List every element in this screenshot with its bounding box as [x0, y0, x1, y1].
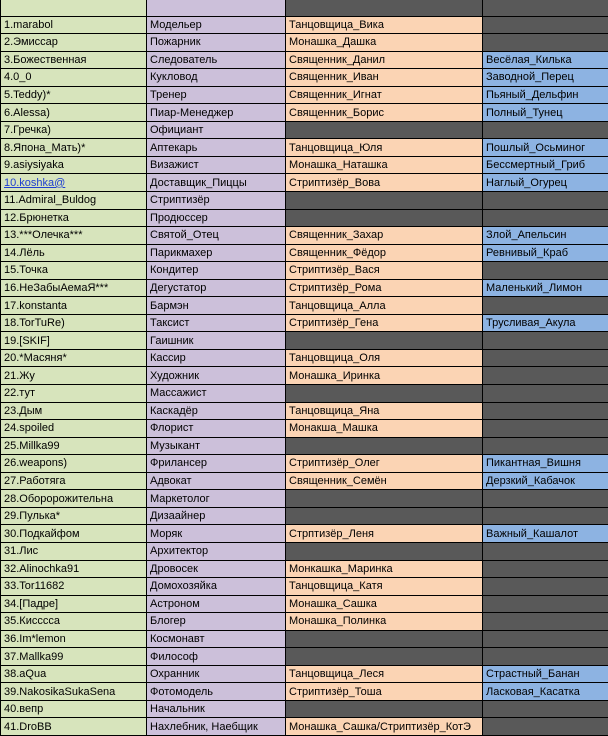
nick-cell[interactable]: 8.Япона_Мать)*: [1, 139, 147, 157]
role-cell[interactable]: Священник_Игнат: [286, 86, 483, 104]
table-row: [1, 718, 608, 736]
nick-cell[interactable]: 1.marabol: [1, 16, 147, 34]
table-row: [1, 542, 608, 560]
role-cell[interactable]: Монашка_Сашка/Стриптизёр_КотЭ: [286, 718, 483, 736]
table-row: [1, 209, 608, 227]
job-cell[interactable]: Кондитер: [147, 262, 286, 280]
role-cell[interactable]: [286, 209, 483, 227]
role-cell[interactable]: Танцовщица_Леся: [286, 665, 483, 683]
role-cell[interactable]: [286, 385, 483, 403]
job-cell[interactable]: Таксист: [147, 314, 286, 332]
role-cell[interactable]: Священник_Борис: [286, 104, 483, 122]
fish-cell[interactable]: Страстный_Банан: [483, 665, 608, 683]
fish-cell[interactable]: [483, 613, 608, 631]
job-cell[interactable]: Архитектор: [147, 542, 286, 560]
fish-cell[interactable]: [483, 595, 608, 613]
table-row: [1, 507, 608, 525]
job-cell[interactable]: Нахлебник, Наебщик: [147, 718, 286, 736]
role-cell[interactable]: Танцовщица_Юля: [286, 139, 483, 157]
table-row: [1, 648, 608, 666]
nick-cell[interactable]: 13.***Олечка***: [1, 227, 147, 245]
role-cell[interactable]: Монакша_Машка: [286, 420, 483, 438]
table-row: [1, 174, 608, 192]
role-cell[interactable]: [286, 192, 483, 210]
role-cell[interactable]: [286, 437, 483, 455]
role-cell[interactable]: Стриптизёр_Гена: [286, 314, 483, 332]
job-cell[interactable]: Блогер: [147, 613, 286, 631]
role-cell[interactable]: Стриптизёр_Тоша: [286, 683, 483, 701]
nick-cell[interactable]: 38.aQua: [1, 665, 147, 683]
nick-cell[interactable]: 15.Точка: [1, 262, 147, 280]
fish-cell[interactable]: [483, 297, 608, 315]
job-cell[interactable]: Пожарник: [147, 34, 286, 52]
fish-cell[interactable]: [483, 16, 608, 34]
job-cell[interactable]: Моряк: [147, 525, 286, 543]
table-row: [1, 578, 608, 596]
nick-cell[interactable]: 11.Admiral_Buldog: [1, 192, 147, 210]
fish-cell[interactable]: [483, 385, 608, 403]
table-row: [1, 16, 608, 34]
fish-cell[interactable]: [483, 420, 608, 438]
table-row: [1, 314, 608, 332]
job-cell[interactable]: Космонавт: [147, 630, 286, 648]
fish-cell[interactable]: Пикантная_Вишня: [483, 455, 608, 473]
job-cell[interactable]: Начальник: [147, 700, 286, 718]
role-cell[interactable]: [286, 648, 483, 666]
nick-cell[interactable]: 14.Лёль: [1, 244, 147, 262]
role-cell[interactable]: Монашка_Полинка: [286, 613, 483, 631]
fish-cell[interactable]: [483, 542, 608, 560]
job-cell[interactable]: Визажист: [147, 156, 286, 174]
job-cell[interactable]: Маркетолог: [147, 490, 286, 508]
job-cell[interactable]: Фрилансер: [147, 455, 286, 473]
role-cell[interactable]: Священник_Данил: [286, 51, 483, 69]
fish-cell[interactable]: Полный_Тунец: [483, 104, 608, 122]
role-cell[interactable]: Монашка_Сашка: [286, 595, 483, 613]
nick-cell[interactable]: 36.Im*lemon: [1, 630, 147, 648]
nick-cell[interactable]: 26.weapons): [1, 455, 147, 473]
job-cell[interactable]: Бармэн: [147, 297, 286, 315]
fish-cell[interactable]: [483, 507, 608, 525]
job-cell[interactable]: Официант: [147, 121, 286, 139]
table-row: [1, 683, 608, 701]
table-row: [1, 349, 608, 367]
job-cell[interactable]: Дегустатор: [147, 279, 286, 297]
nick-cell[interactable]: 6.Alessa): [1, 104, 147, 122]
job-cell[interactable]: Следователь: [147, 51, 286, 69]
role-cell[interactable]: Священник_Захар: [286, 227, 483, 245]
nick-cell[interactable]: 27.Работяга: [1, 472, 147, 490]
role-cell[interactable]: Священник_Иван: [286, 69, 483, 87]
table-row: [1, 297, 608, 315]
job-cell[interactable]: Фотомодель: [147, 683, 286, 701]
nick-cell[interactable]: 37.Mallka99: [1, 648, 147, 666]
role-cell[interactable]: Стриптизёр_Олег: [286, 455, 483, 473]
role-cell[interactable]: Танцовщица_Оля: [286, 349, 483, 367]
table-row: [1, 86, 608, 104]
nick-cell[interactable]: 19.[SKIF]: [1, 332, 147, 350]
nick-cell[interactable]: 39.NakosikaSukaSena: [1, 683, 147, 701]
table-row: [1, 455, 608, 473]
nick-cell[interactable]: 3.Божественная: [1, 51, 147, 69]
nick-cell[interactable]: 30.Подкайфом: [1, 525, 147, 543]
role-cell[interactable]: [286, 332, 483, 350]
fish-cell[interactable]: [483, 332, 608, 350]
role-cell[interactable]: [286, 630, 483, 648]
job-cell[interactable]: Тренер: [147, 86, 286, 104]
table-row: [1, 630, 608, 648]
role-cell[interactable]: Танцовщица_Катя: [286, 578, 483, 596]
fish-cell[interactable]: Дерзкий_Кабачок: [483, 472, 608, 490]
nick-cell[interactable]: 23.Дым: [1, 402, 147, 420]
table-row: [1, 227, 608, 245]
nick-cell[interactable]: 12.Брюнетка: [1, 209, 147, 227]
fish-cell[interactable]: [483, 648, 608, 666]
nick-cell[interactable]: 24.spoiled: [1, 420, 147, 438]
job-cell[interactable]: Домохозяйка: [147, 578, 286, 596]
job-cell[interactable]: Гаишник: [147, 332, 286, 350]
table-row: [1, 34, 608, 52]
table-row: [1, 525, 608, 543]
table-row: [1, 385, 608, 403]
table-row: [1, 613, 608, 631]
fish-cell[interactable]: Ласковая_Касатка: [483, 683, 608, 701]
role-cell[interactable]: Стриптизёр_Рома: [286, 279, 483, 297]
role-cell[interactable]: [286, 490, 483, 508]
fish-cell[interactable]: [483, 578, 608, 596]
fish-cell[interactable]: [483, 349, 608, 367]
job-cell[interactable]: Парикмахер: [147, 244, 286, 262]
nick-cell[interactable]: 31.Лис: [1, 542, 147, 560]
role-cell[interactable]: Стриптизёр_Вася: [286, 262, 483, 280]
fish-cell[interactable]: [483, 367, 608, 385]
job-cell[interactable]: Массажист: [147, 385, 286, 403]
job-cell[interactable]: Кассир: [147, 349, 286, 367]
table-row: [1, 665, 608, 683]
fish-cell[interactable]: Бессмертный_Гриб: [483, 156, 608, 174]
job-cell[interactable]: Дровосек: [147, 560, 286, 578]
nick-cell[interactable]: 41.DroBB: [1, 718, 147, 736]
fish-cell[interactable]: [483, 700, 608, 718]
job-cell[interactable]: Музыкант: [147, 437, 286, 455]
role-cell[interactable]: [286, 121, 483, 139]
nick-cell[interactable]: [1, 0, 147, 16]
table-row: [1, 490, 608, 508]
role-cell[interactable]: Монашка_Иринка: [286, 367, 483, 385]
nick-cell[interactable]: 29.Пулька*: [1, 507, 147, 525]
table-row: [1, 595, 608, 613]
fish-cell[interactable]: Злой_Апельсин: [483, 227, 608, 245]
job-cell[interactable]: Стриптизёр: [147, 192, 286, 210]
table-row: [1, 192, 608, 210]
table-row: [1, 560, 608, 578]
nick-cell[interactable]: 16.НеЗабыАемаЯ***: [1, 279, 147, 297]
table-row: [1, 402, 608, 420]
fish-cell[interactable]: [483, 437, 608, 455]
table-row: [1, 121, 608, 139]
job-cell[interactable]: Пиар-Менеджер: [147, 104, 286, 122]
role-cell[interactable]: Монашка_Дашка: [286, 34, 483, 52]
job-cell[interactable]: Святой_Отец: [147, 227, 286, 245]
fish-cell[interactable]: [483, 0, 608, 16]
table-row: [1, 700, 608, 718]
nick-cell[interactable]: 10.koshka@: [1, 174, 147, 192]
table-row: [1, 437, 608, 455]
nick-cell[interactable]: 17.konstanta: [1, 297, 147, 315]
nick-cell[interactable]: 5.Teddy)*: [1, 86, 147, 104]
role-cell[interactable]: [286, 542, 483, 560]
job-cell[interactable]: [147, 0, 286, 16]
fish-cell[interactable]: [483, 34, 608, 52]
fish-cell[interactable]: [483, 121, 608, 139]
fish-cell[interactable]: [483, 630, 608, 648]
role-cell[interactable]: Стрптизёр_Леня: [286, 525, 483, 543]
nick-cell[interactable]: 7.Гречка): [1, 121, 147, 139]
fish-cell[interactable]: Наглый_Огурец: [483, 174, 608, 192]
fish-cell[interactable]: Заводной_Перец: [483, 69, 608, 87]
table-row: [1, 420, 608, 438]
table-row: [1, 0, 608, 16]
table-row: [1, 104, 608, 122]
role-cell[interactable]: [286, 0, 483, 16]
job-cell[interactable]: Философ: [147, 648, 286, 666]
job-cell[interactable]: Флорист: [147, 420, 286, 438]
job-cell[interactable]: Модельер: [147, 16, 286, 34]
job-cell[interactable]: Аптекарь: [147, 139, 286, 157]
fish-cell[interactable]: Пьяный_Дельфин: [483, 86, 608, 104]
fish-cell[interactable]: [483, 209, 608, 227]
table-row: [1, 367, 608, 385]
nick-cell[interactable]: 22.тут: [1, 385, 147, 403]
job-cell[interactable]: Астроном: [147, 595, 286, 613]
fish-cell[interactable]: Трусливая_Акула: [483, 314, 608, 332]
job-cell[interactable]: Каскадёр: [147, 402, 286, 420]
nick-cell[interactable]: 28.Оборорожительна: [1, 490, 147, 508]
role-cell[interactable]: Танцовщица_Яна: [286, 402, 483, 420]
role-cell[interactable]: Танцовщица_Алла: [286, 297, 483, 315]
role-cell[interactable]: Танцовщица_Вика: [286, 16, 483, 34]
fish-cell[interactable]: [483, 718, 608, 736]
nick-cell[interactable]: 21.Жу: [1, 367, 147, 385]
fish-cell[interactable]: Весёлая_Килька: [483, 51, 608, 69]
table-row: [1, 51, 608, 69]
job-cell[interactable]: Художник: [147, 367, 286, 385]
table-row: [1, 332, 608, 350]
nick-cell[interactable]: 33.Tor11682: [1, 578, 147, 596]
fish-cell[interactable]: Важный_Кашалот: [483, 525, 608, 543]
nick-cell[interactable]: 32.Alinochka91: [1, 560, 147, 578]
fish-cell[interactable]: [483, 490, 608, 508]
role-cell[interactable]: Монашка_Наташка: [286, 156, 483, 174]
fish-cell[interactable]: [483, 560, 608, 578]
fish-cell[interactable]: Пошлый_Осьминог: [483, 139, 608, 157]
role-cell[interactable]: Стриптизёр_Вова: [286, 174, 483, 192]
job-cell[interactable]: Адвокат: [147, 472, 286, 490]
nick-cell[interactable]: 9.asiysiyaka: [1, 156, 147, 174]
table-row: [1, 472, 608, 490]
nick-cell[interactable]: 34.[Падре]: [1, 595, 147, 613]
role-cell[interactable]: Священник_Семён: [286, 472, 483, 490]
fish-cell[interactable]: Маленький_Лимон: [483, 279, 608, 297]
job-cell[interactable]: Кукловод: [147, 69, 286, 87]
nick-cell[interactable]: 25.Millka99: [1, 437, 147, 455]
job-cell[interactable]: Доставщик_Пиццы: [147, 174, 286, 192]
fish-cell[interactable]: Ревнивый_Краб: [483, 244, 608, 262]
table-row: [1, 69, 608, 87]
table-row: [1, 262, 608, 280]
table-row: [1, 139, 608, 157]
role-cell[interactable]: Священник_Фёдор: [286, 244, 483, 262]
role-cell[interactable]: Монкашка_Маринка: [286, 560, 483, 578]
role-cell[interactable]: [286, 700, 483, 718]
table-row: [1, 244, 608, 262]
fish-cell[interactable]: [483, 402, 608, 420]
table-row: [1, 156, 608, 174]
job-cell[interactable]: Дизаайнер: [147, 507, 286, 525]
spreadsheet-body: [1, 0, 608, 735]
nick-cell[interactable]: 2.Эмиссар: [1, 34, 147, 52]
table-row: [1, 279, 608, 297]
nick-cell[interactable]: 4.0_0: [1, 69, 147, 87]
nick-cell[interactable]: 20.*Масяня*: [1, 349, 147, 367]
nick-cell[interactable]: 18.TorTuRe): [1, 314, 147, 332]
job-cell[interactable]: Продюссер: [147, 209, 286, 227]
nick-cell[interactable]: 35.Кисссса: [1, 613, 147, 631]
fish-cell[interactable]: [483, 192, 608, 210]
role-cell[interactable]: [286, 507, 483, 525]
nick-cell[interactable]: 40.вепр: [1, 700, 147, 718]
fish-cell[interactable]: [483, 262, 608, 280]
job-cell[interactable]: Охранник: [147, 665, 286, 683]
